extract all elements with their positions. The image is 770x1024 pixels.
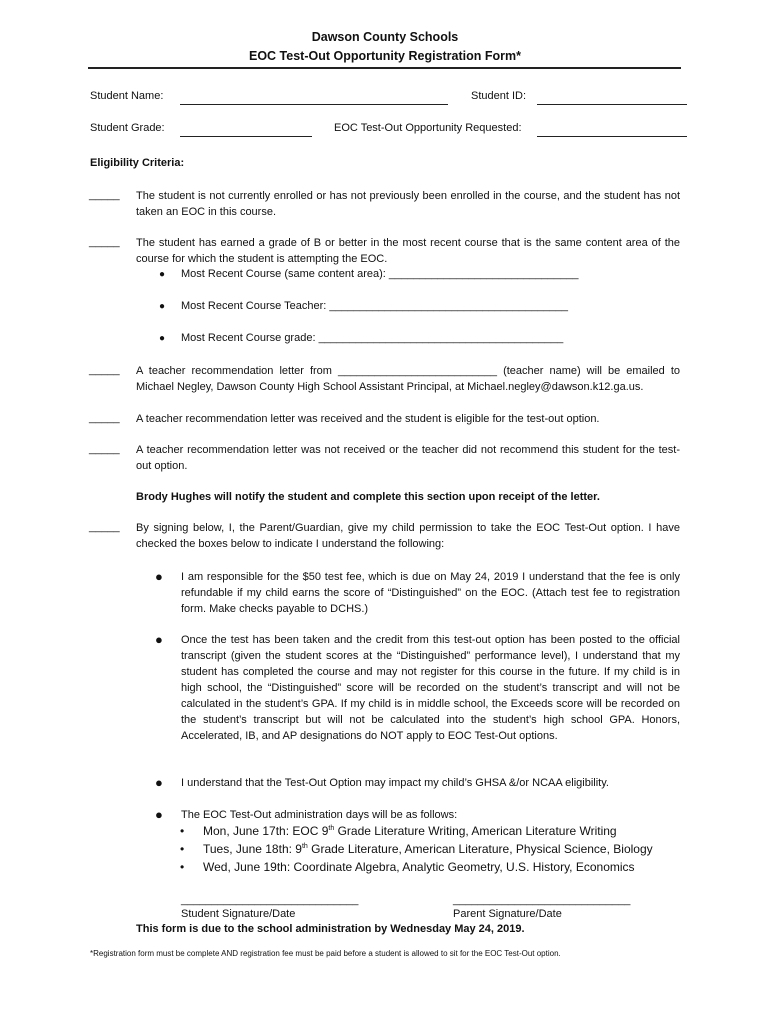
criterion-2-checkbox[interactable]: _____	[89, 236, 120, 248]
administration-days-text: The EOC Test-Out administration days will be as follows:	[181, 809, 458, 821]
bullet-dot: •	[180, 860, 185, 874]
student-signature-line[interactable]: _____________________________	[181, 894, 359, 906]
criterion-4-text: A teacher recommendation letter was received and the student is eligible for the test-out option.	[136, 413, 600, 425]
bullet-dot: •	[180, 824, 185, 838]
parent-signature-line[interactable]: _____________________________	[453, 894, 631, 906]
footnote: *Registration form must be complete AND registration fee must be paid before a student is allowed to sit for the EOC Test-Out option.	[90, 949, 561, 958]
criterion-3-checkbox[interactable]: _____	[89, 364, 120, 376]
due-date-note: This form is due to the school administration by Wednesday May 24, 2019.	[136, 923, 525, 935]
student-grade-field[interactable]	[180, 136, 312, 137]
student-id-label: Student ID:	[471, 90, 527, 102]
criterion-1-checkbox[interactable]: _____	[89, 189, 120, 201]
checkbox-icon[interactable]: ●	[155, 632, 163, 647]
bullet-dot: ●	[159, 269, 166, 280]
parent-consent-checkbox[interactable]: _____	[89, 521, 120, 533]
criterion-4-checkbox[interactable]: _____	[89, 412, 120, 424]
schedule-tuesday: Tues, June 18th: 9th Grade Literature, American Literature, Physical Science, Biology	[203, 842, 653, 856]
checkbox-icon[interactable]: ●	[155, 775, 163, 790]
recent-course-field[interactable]: Most Recent Course (same content area): _______________________________	[181, 268, 579, 280]
recent-teacher-field[interactable]: Most Recent Course Teacher: _______________________________________	[181, 300, 568, 312]
notify-note: Brody Hughes will notify the student and complete this section upon receipt of the letter.	[136, 491, 600, 503]
checkbox-icon[interactable]: ●	[155, 569, 163, 584]
parent-consent-text: By signing below, I, the Parent/Guardian, give my child permission to take the EOC Test-Out option. I have checked the boxes below to indicate I understand the following:	[136, 522, 680, 550]
header-rule	[88, 67, 681, 69]
bullet-dot: ●	[159, 333, 166, 344]
student-id-field[interactable]	[537, 104, 687, 105]
eoc-requested-label: EOC Test-Out Opportunity Requested:	[334, 122, 522, 134]
schedule-monday: Mon, June 17th: EOC 9th Grade Literature Writing, American Literature Writing	[203, 824, 617, 838]
eoc-requested-field[interactable]	[537, 136, 687, 137]
criterion-2-text: The student has earned a grade of B or better in the most recent course that is the same content area of the course for which the student is attempting the EOC.	[136, 237, 680, 265]
fee-understanding-text: I am responsible for the $50 test fee, which is due on May 24, 2019 I understand that the fee is only refundable if my child earns the score of “Distinguished” on the EOC. (Attach test fee to registration form. Make checks payable to DCHS.)	[181, 571, 680, 615]
eligibility-heading: Eligibility Criteria:	[90, 157, 185, 169]
bullet-dot: •	[180, 842, 185, 856]
student-name-field[interactable]	[180, 104, 448, 105]
criterion-5-text: A teacher recommendation letter was not received or the teacher did not recommend this student for the test-out option.	[136, 444, 680, 472]
student-signature-label: Student Signature/Date	[181, 908, 296, 920]
student-name-label: Student Name:	[90, 90, 164, 102]
eligibility-impact-text: I understand that the Test-Out Option may impact my child’s GHSA &/or NCAA eligibility.	[181, 777, 609, 789]
recent-grade-field[interactable]: Most Recent Course grade: ________________________________________	[181, 332, 564, 344]
student-grade-label: Student Grade:	[90, 122, 165, 134]
school-name: Dawson County Schools	[311, 30, 459, 44]
parent-signature-label: Parent Signature/Date	[453, 908, 562, 920]
checkbox-icon[interactable]: ●	[155, 807, 163, 822]
transcript-understanding-text: Once the test has been taken and the credit from this test-out option has been posted to the official transcript (given the student scores at the “Distinguished” performance level), I understand that my student has completed the course and may not register for this course in the future. If my child is in high school, the “Distinguished” score will be recorded on the student’s transcript and will not be calculated in the student’s GPA. If my child is in middle school, the Exceeds score will be recorded on the student’s transcript but will not be calculated into the student’s high school GPA. Honors, Accelerated, IB, and AP designations do NOT apply to EOC Test-Out options.	[181, 634, 680, 742]
bullet-dot: ●	[159, 301, 166, 312]
form-title: EOC Test-Out Opportunity Registration Form*	[249, 49, 521, 63]
criterion-5-checkbox[interactable]: _____	[89, 443, 120, 455]
criterion-1-text: The student is not currently enrolled or has not previously been enrolled in the course, and the student has not taken an EOC in this course.	[136, 190, 680, 218]
schedule-wednesday: Wed, June 19th: Coordinate Algebra, Analytic Geometry, U.S. History, Economics	[203, 860, 635, 874]
criterion-3-text: A teacher recommendation letter from __________________________ (teacher name) will be emailed to Michael Negley, Dawson County High School Assistant Principal, at Michael.negley@dawson.k12.ga.us.	[136, 365, 680, 393]
